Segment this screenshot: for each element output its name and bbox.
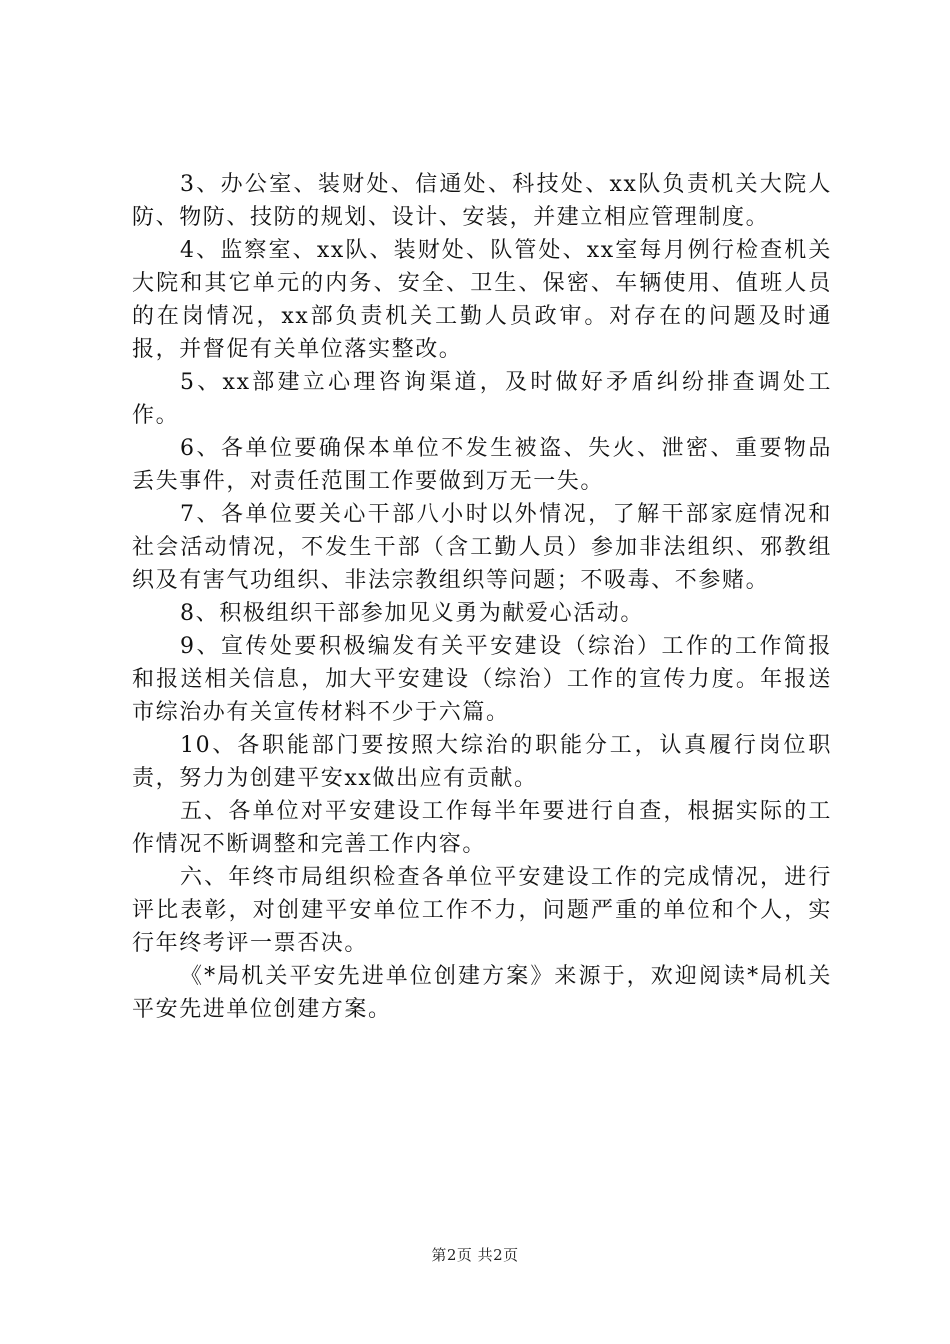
paragraph-item-6: 6、各单位要确保本单位不发生被盗、失火、泄密、重要物品丢失事件，对责任范围工作要做到万无一失。 <box>132 436 832 494</box>
paragraph-section-six: 六、年终市局组织检查各单位平安建设工作的完成情况，进行评比表彰，对创建平安单位工作不力，问题严重的单位和个人，实行年终考评一票否决。 <box>132 865 832 956</box>
paragraph-item-9: 9、宣传处要积极编发有关平安建设（综治）工作的工作简报和报送相关信息，加大平安建设（综治）工作的宣传力度。年报送市综治办有关宣传材料不少于六篇。 <box>132 634 832 725</box>
paragraph-item-5: 5、xx部建立心理咨询渠道，及时做好矛盾纠纷排查调处工作。 <box>132 370 832 428</box>
paragraph-item-4: 4、监察室、xx队、装财处、队管处、xx室每月例行检查机关大院和其它单元的内务、安全、卫生、保密、车辆使用、值班人员的在岗情况，xx部负责机关工勤人员政审。对存在的问题及时通报，并督促有关单位落实整改。 <box>132 238 832 362</box>
page-number-footer: 第2页 共2页 <box>431 1246 519 1264</box>
paragraph-item-10: 10、各职能部门要按照大综治的职能分工，认真履行岗位职责，努力为创建平安xx做出应有贡献。 <box>132 733 832 791</box>
paragraph-section-five: 五、各单位对平安建设工作每半年要进行自查，根据实际的工作情况不断调整和完善工作内容。 <box>132 799 832 857</box>
paragraph-item-7: 7、各单位要关心干部八小时以外情况，了解干部家庭情况和社会活动情况，不发生干部（含工勤人员）参加非法组织、邪教组织及有害气功组织、非法宗教组织等问题；不吸毒、不参赌。 <box>132 502 832 593</box>
paragraph-source-note: 《*局机关平安先进单位创建方案》来源于，欢迎阅读*局机关平安先进单位创建方案。 <box>132 964 832 1022</box>
paragraph-item-3: 3、办公室、装财处、信通处、科技处、xx队负责机关大院人防、物防、技防的规划、设计、安装，并建立相应管理制度。 <box>132 172 832 230</box>
document-body <box>132 168 832 1026</box>
paragraph-item-8: 8、积极组织干部参加见义勇为献爱心活动。 <box>180 601 644 626</box>
